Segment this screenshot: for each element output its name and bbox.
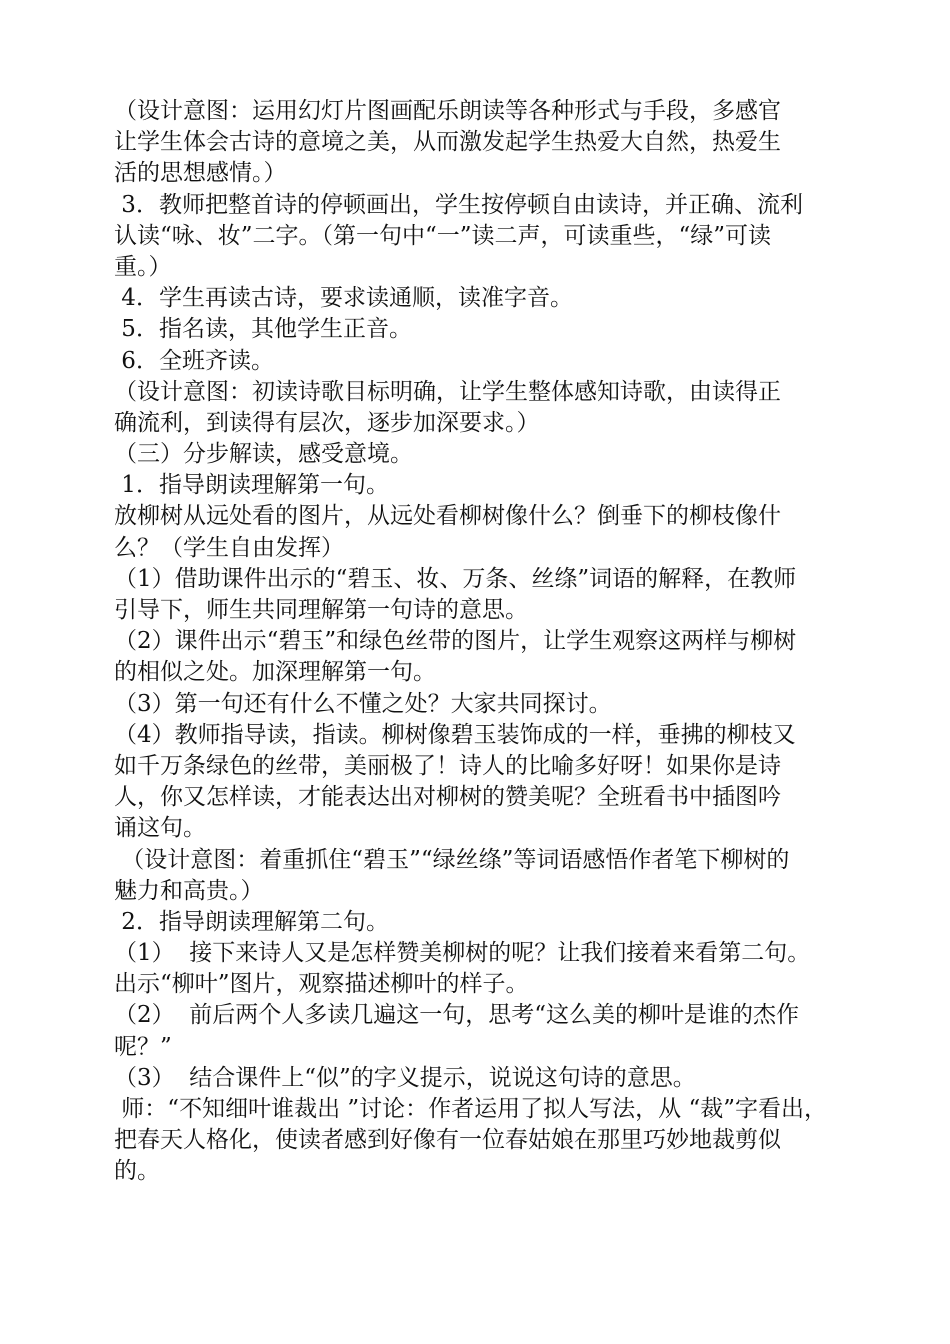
text-line: 么？（学生自由发挥） (114, 534, 344, 561)
text-line: 的。 (114, 1158, 160, 1185)
text-line: 确流利，到读得有层次，逐步加深要求。） (114, 409, 540, 436)
text-line: 出示“柳叶”图片，观察描述柳叶的样子。 (114, 971, 529, 998)
text-line: 人，你又怎样读，才能表达出对柳树的赞美呢？全班看书中插图吟 (114, 784, 781, 811)
text-line: （2） 前后两个人多读几遍这一句，思考“这么美的柳叶是谁的杰作 (114, 1002, 800, 1029)
text-line: （设计意图：初读诗歌目标明确，让学生整体感知诗歌，由读得正 (114, 378, 781, 405)
text-line: 认读“咏、妆”二字。（第一句中“一”读二声，可读重些，“绿”可读 (114, 222, 772, 249)
text-line: 活的思想感情。） (114, 160, 287, 187)
text-line: 魅力和高贵。） (114, 877, 264, 904)
text-line: 3．教师把整首诗的停顿画出，学生按停顿自由读诗，并正确、流利 (114, 191, 803, 218)
text-line: 重。） (114, 253, 172, 280)
text-line: 把春天人格化，使读者感到好像有一位春姑娘在那里巧妙地裁剪似 (114, 1127, 781, 1154)
text-line: 4．学生再读古诗，要求读通顺，读准字音。 (114, 285, 573, 312)
text-line: 如千万条绿色的丝带，美丽极了！诗人的比喻多好呀！如果你是诗 (114, 752, 781, 779)
text-line: 6．全班齐读。 (114, 347, 274, 374)
text-line: 5．指名读，其他学生正音。 (114, 316, 412, 343)
text-line: （设计意图：着重抓住“碧玉”“绿丝绦”等词语感悟作者笔下柳树的 (114, 846, 790, 873)
text-line: 让学生体会古诗的意境之美，从而激发起学生热爱大自然，热爱生 (114, 129, 781, 156)
text-line: 的相似之处。加深理解第一句。 (114, 659, 436, 686)
text-line: 呢？” (114, 1033, 172, 1060)
text-line: 放柳树从远处看的图片，从远处看柳树像什么？倒垂下的柳枝像什 (114, 503, 781, 530)
text-line: （4）教师指导读，指读。柳树像碧玉装饰成的一样，垂拂的柳枝又 (114, 721, 796, 748)
text-line: 引导下，师生共同理解第一句诗的意思。 (114, 597, 528, 623)
text-line: （1） 接下来诗人又是怎样赞美柳树的呢？让我们接着来看第二句。 (114, 940, 811, 967)
text-line: 诵这句。 (114, 815, 206, 842)
text-line: 师：“不知细叶谁裁出 ”讨论：作者运用了拟人写法，从 “裁”字看出， (114, 1096, 827, 1122)
text-line: 2．指导朗读理解第二句。 (114, 908, 389, 935)
text-line: （3）第一句还有什么不懂之处？大家共同探讨。 (114, 690, 612, 717)
text-line: （2）课件出示“碧玉”和绿色丝带的图片，让学生观察这两样与柳树 (114, 628, 797, 655)
document-body (114, 96, 844, 1188)
text-line: （3） 结合课件上“似”的字义提示，说说这句诗的意思。 (114, 1064, 696, 1091)
text-line: 1．指导朗读理解第一句。 (114, 472, 389, 499)
text-line: （三）分步解读，感受意境。 (114, 441, 413, 468)
text-line: （设计意图：运用幻灯片图画配乐朗读等各种形式与手段，多感官 (114, 98, 781, 124)
text-line: （1）借助课件出示的“碧玉、妆、万条、丝绦”词语的解释，在教师 (114, 565, 797, 592)
